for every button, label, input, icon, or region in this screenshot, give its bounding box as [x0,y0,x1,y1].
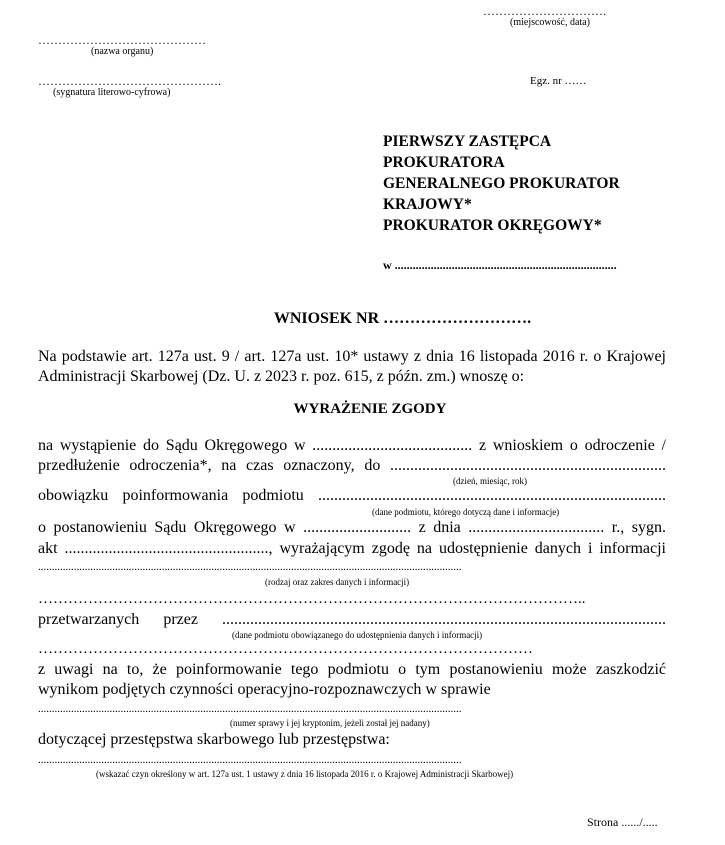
field-hint: (numer sprawy i jej kryptonim, jeżeli został jej nadany) [230,718,430,728]
form-line: przetwarzanych przez ............................................................................................................... [38,611,666,628]
form-dotted-line: .......................................................................................................................................................... [38,754,462,766]
signature-label: (sygnatura literowo-cyfrowa) [53,87,171,98]
field-hint: (wskazać czyn określony w art. 127a ust. 1 ustawy z dnia 16 listopada 2016 r. o Krajowej Administracji Skarbowej) [96,769,514,779]
organ-field: …………………………………… [38,33,206,47]
field-hint: (dane podmiotu obowiązanego do udostępnienia danych i informacji) [232,630,483,640]
form-dotted-line: ……………………………………………………………………………………… [38,641,533,657]
addressee-line: PROKURATOR OKRĘGOWY* [383,217,602,234]
form-line: na wystąpienie do Sądu Okręgowego w ........................................ z wnioskiem o odroczenie / [38,437,666,454]
addressee-line: PIERWSZY ZASTĘPCA [383,133,552,150]
addressee-line: PROKURATORA [383,154,505,171]
document-title: WNIOSEK NR ………………………. [273,310,532,327]
form-dotted-line: .......................................................................................................................................................... [38,703,462,715]
page-number: Strona ....../..... [587,815,658,829]
intro-line-1: Na podstawie art. 127a ust. 9 / art. 127a ust. 10* ustawy z dnia 16 listopada 2016 r. o Krajowej [38,348,666,365]
field-hint: (dane podmiotu, którego dotyczą dane i informacje) [372,507,560,517]
field-hint: (dzień, miesiąc, rok) [453,476,527,486]
field-hint: (rodzaj oraz zakres danych i informacji) [265,577,410,587]
form-line: wynikom podjętych czynności operacyjno-rozpoznawczych w sprawie [38,681,491,698]
signature-field: ………………………………………. [38,74,221,88]
form-line: przedłużenie odroczenia*, na czas oznaczony, do ..................................................................... [38,457,666,474]
addressee-location: w .......................................................................... [383,258,617,272]
form-line: akt ..................................................., wyrażającym zgodę na udostępnienie danych i informacji [38,540,666,557]
addressee-line: KRAJOWY* [383,196,472,213]
form-line: obowiązku poinformowania podmiotu ....................................................................................... [38,487,666,504]
place-date-field: …………………………. [483,4,606,18]
section-title: WYRAŻENIE ZGODY [293,401,447,417]
form-line: z uwagi na to, że poinformowanie tego podmiotu o tym postanowieniu może zaszkodzić [38,661,666,678]
place-date-label: (miejscowość, data) [510,17,590,28]
addressee-line: GENERALNEGO PROKURATOR [383,175,620,192]
organ-label: (nazwa organu) [91,46,154,57]
form-dotted-line: .......................................................................................................................................................... [38,561,462,573]
form-line: dotyczącej przestępstwa skarbowego lub przestępstwa: [38,731,390,748]
intro-line-2: Administracji Skarbowej (Dz. U. z 2023 r. poz. 615, z późn. zm.) wnoszę o: [38,368,525,385]
copy-number: Egz. nr …… [530,75,587,87]
addressee-block [383,131,620,236]
form-line: o postanowieniu Sądu Okręgowego w ........................... z dnia .................................. r., sygn. [38,519,666,536]
form-dotted-line: ……………………………………………………………………………………………….. [38,591,586,607]
